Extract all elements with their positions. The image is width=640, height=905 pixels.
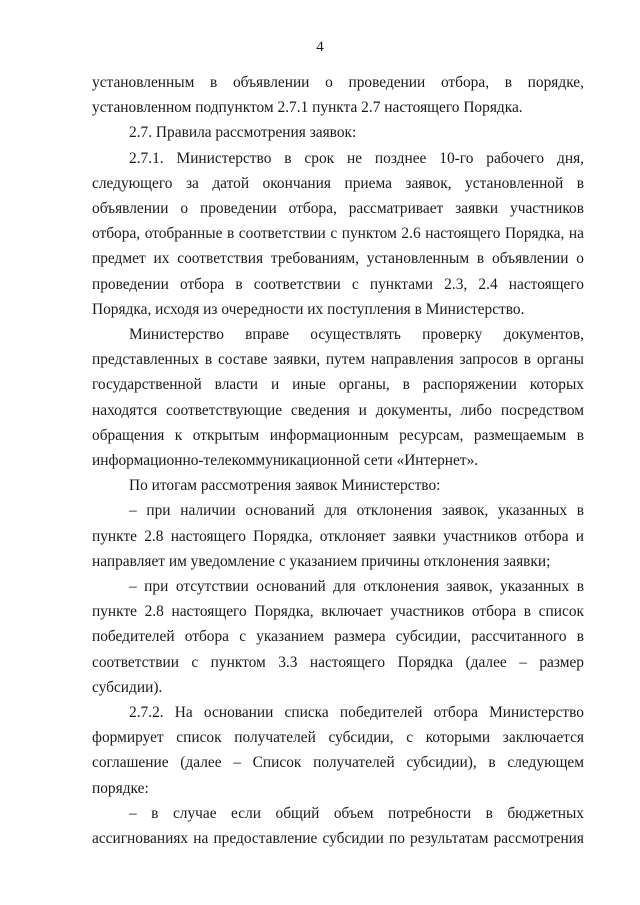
- paragraph-2-7-2: 2.7.2. На основании списка победителей отбора Министерство формирует список получателей субсидии, с которыми заключается соглашение (далее – Список получателей субсидии), в следующем порядке:: [92, 704, 584, 797]
- paragraph-section-2-7: 2.7. Правила рассмотрения заявок:: [129, 124, 357, 142]
- list-item-budget: – в случае если общий объем потребности в бюджетных ассигнованиях на предоставление субсидии по результатам рассмотрения: [92, 804, 584, 848]
- paragraph-2-7-1: 2.7.1. Министерство в срок не позднее 10-го рабочего дня, следующего за датой окончания приема заявок, установленной в объявлении о проведении отбора, рассматривает заявки участников отбора, отобранные в соответствии с пунктом 2.6 настоящего Порядка, на предмет их соответствия требованиям, установленным в объявлении о проведении отбора в соответствии с пунктами 2.3, 2.4 настоящего Порядка, исходя из очередности их поступления в Министерство.: [92, 149, 584, 318]
- paragraph-ministry-rights: Министерство вправе осуществлять проверку документов, представленных в составе заявки, путем направления запросов в органы государственной власти и иные органы, в распоряжении которых находятся соответствующие сведения и документы, либо посредством обращения к открытым информационным ресурсам, размещаемым в информационно-телекоммуникационной сети «Интернет».: [92, 326, 584, 470]
- page-number: 4: [316, 39, 324, 55]
- list-item-rejection: – при наличии оснований для отклонения заявок, указанных в пункте 2.8 настоящего Порядка, отклоняет заявки участников отбора и направляет им уведомление с указанием причины отклонения заявки;: [92, 502, 584, 570]
- list-item-winners: – при отсутствии оснований для отклонения заявок, указанных в пункте 2.8 настоящего Порядка, включает участников отбора в список победителей отбора с указанием размера субсидии, рассчитанного в соответствии с пунктом 3.3 настоящего Порядка (далее – размер субсидии).: [92, 578, 584, 696]
- paragraph-continuation: установленным в объявлении о проведении отбора, в порядке, установленном подпунктом 2.7.1 пункта 2.7 настоящего Порядка.: [92, 74, 584, 117]
- paragraph-results-intro: По итогам рассмотрения заявок Министерство:: [129, 477, 441, 495]
- document-body: [92, 70, 584, 851]
